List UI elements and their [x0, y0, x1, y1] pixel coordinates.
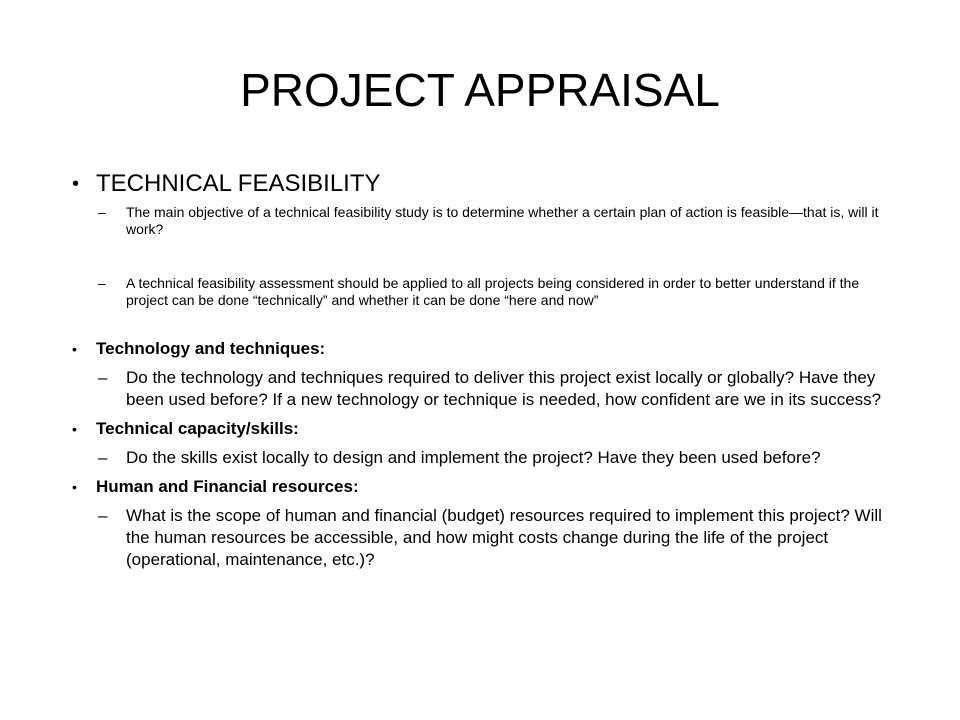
bullet-dot-icon: • [72, 341, 77, 357]
sub-point [72, 275, 892, 309]
sub-point [72, 367, 892, 411]
sub-point-text: A technical feasibility assessment should be applied to all projects being considered in order to better understand if the project can be done “technically” and whether it can be done “here and now” [126, 275, 860, 308]
bullet-dot-icon: • [72, 421, 77, 437]
sub-point-text: The main objective of a technical feasibility study is to determine whether a certain plan of action is feasible—that is, will it work? [126, 204, 879, 237]
bullet-human-financial [72, 475, 892, 499]
bullet-dot-icon: • [72, 173, 80, 195]
sub-point [72, 204, 892, 238]
sub-point [72, 447, 892, 469]
slide-body [72, 168, 892, 571]
sub-point-text: What is the scope of human and financial (budget) resources required to implement this project? Will the human resources be accessible, and how might costs change during the life of the project (operational, maintenance, etc.)? [126, 506, 882, 569]
section-heading: Human and Financial resources: [96, 477, 359, 496]
dash-icon: – [98, 506, 108, 525]
sub-point-text: Do the technology and techniques required to deliver this project exist locally or globally? Have they been used before? If a new technology or technique is needed, how confident are we in its success? [126, 368, 882, 409]
dash-icon: – [98, 275, 106, 291]
bullet-dot-icon: • [72, 479, 77, 495]
bullet-technical-feasibility [72, 168, 892, 200]
sub-point-text: Do the skills exist locally to design and implement the project? Have they been used before? [126, 448, 821, 467]
section-heading: Technical capacity/skills: [96, 419, 299, 438]
bullet-technology-techniques [72, 337, 892, 361]
slide-title: PROJECT APPRAISAL [240, 64, 720, 116]
section-heading: TECHNICAL FEASIBILITY [96, 170, 381, 197]
dash-icon: – [98, 448, 108, 467]
dash-icon: – [98, 204, 106, 220]
sub-point [72, 505, 892, 571]
bullet-technical-capacity [72, 417, 892, 441]
section-heading: Technology and techniques: [96, 339, 326, 358]
dash-icon: – [98, 368, 108, 387]
